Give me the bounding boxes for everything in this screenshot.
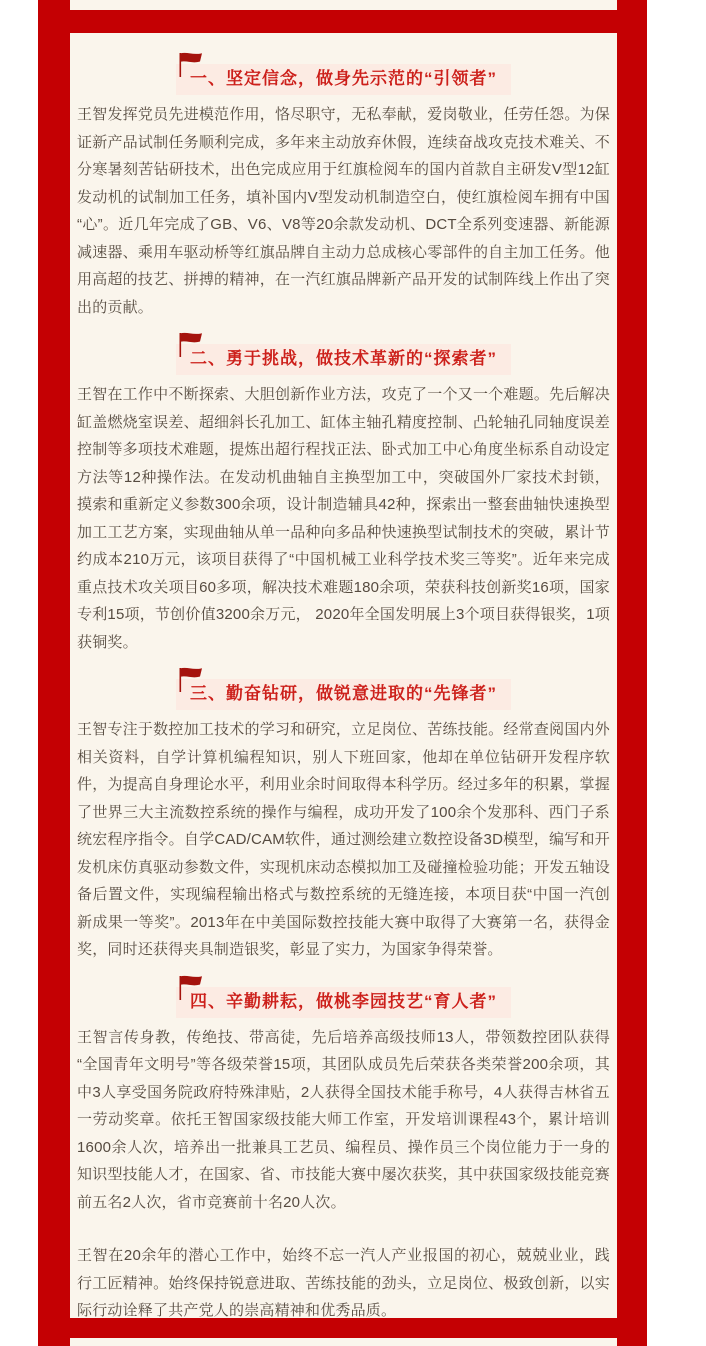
section-title-badge <box>176 344 511 375</box>
previous-card-partial <box>70 0 617 10</box>
article-card <box>70 33 617 1318</box>
closing-paragraph: 王智在20余年的潜心工作中，始终不忘一汽人产业报国的初心，兢兢业业，践行工匠精神。始终保持锐意进取、苦练技能的劲头，立足岗位、极致创新，以实际行动诠释了共产党人的崇高精神和优秀品质。 <box>77 1247 610 1318</box>
red-flag-icon <box>178 52 204 78</box>
section-title-badge <box>176 64 511 95</box>
red-flag-icon <box>178 975 204 1001</box>
section-title-badge <box>176 679 511 710</box>
section-title-badge <box>176 987 511 1018</box>
section-title-text: 一、坚定信念，做身先示范的“引领者” <box>190 69 497 88</box>
section-heading-3 <box>77 666 610 710</box>
next-card-partial <box>70 1338 617 1346</box>
section-paragraph: 王智发挥党员先进模范作用，恪尽职守，无私奉献，爱岗敬业，任劳任怨。为保证新产品试制任务顺利完成，多年来主动放弃休假，连续奋战攻克技术难关、不分寒暑刻苦钻研技术，出色完成应用于红旗检阅车的国内首款自主研发V型12缸发动机的试制加工任务，填补国内V型发动机制造空白，使红旗检阅车拥有中国“心”。近几年完成了GB、V6、V8等20余款发动机、DCT全系列变速器、新能源减速器、乘用车驱动桥等红旗品牌自主动力总成核心零部件的自主加工任务。他用高超的技艺、拼搏的精神，在一汽红旗品牌新产品开发的试制阵线上作出了突出的贡献。 <box>77 106 610 316</box>
section-title-text: 四、辛勤耕耘，做桃李园技艺“育人者” <box>190 991 497 1011</box>
red-flag-icon <box>178 667 204 693</box>
section-paragraph: 王智专注于数控加工技术的学习和研究，立足岗位、苦练技能。经常查阅国内外相关资料，自学计算机编程知识，别人下班回家，他却在单位钻研开发程序软件，为提高自身理论水平，利用业余时间取得本科学历。经过多年的积累，掌握了世界三大主流数控系统的操作与编程，成功开发了100余个发那科、西门子系统宏程序指令。自学CAD/CAM软件，通过测绘建立数控设备3D模型，编写和开发机床仿真驱动参数文件，实现机床动态模拟加工及碰撞检验功能；开发五轴设备后置文件，实现编程输出格式与数控系统的无缝连接，本项目获“中国一汽创新成果一等奖”。2013年在中美国际数控技能大赛中取得了大赛第一名，获得金奖，同时还获得夹具制造银奖，彰显了实力，为国家争得荣誉。 <box>77 721 610 958</box>
section-heading-4 <box>77 974 610 1018</box>
section-title-text: 三、勤奋钻研，做锐意进取的“先锋者” <box>190 684 497 703</box>
section-title-text: 二、勇于挑战，做技术革新的“探索者” <box>190 349 497 368</box>
section-heading-1 <box>77 51 610 95</box>
section-paragraph: 王智在工作中不断探索、大胆创新作业方法，攻克了一个又一个难题。先后解决缸盖燃烧室误差、超细斜长孔加工、缸体主轴孔精度控制、凸轮轴孔同轴度误差控制等多项技术难题，提炼出超行程找正法、卧式加工中心角度坐标系自动设定方法等12种操作法。在发动机曲轴自主换型加工中，突破国外厂家技术封锁，摸索和重新定义参数300余项，设计制造辅具42种，探索出一整套曲轴快速换型加工工艺方案，实现曲轴从单一品种向多品种快速换型试制技术的突破，累计节约成本210万元，该项目获得了“中国机械工业科学技术奖三等奖”。近年来完成重点技术攻关项目60多项，解决技术难题180余项，荣获科技创新奖16项，国家专利15项，节创价值3200余万元， 2020年全国发明展上3个项目获得银奖，1项获铜奖。 <box>77 386 610 651</box>
section-heading-2 <box>77 331 610 375</box>
section-paragraph: 王智言传身教，传绝技、带高徒，先后培养高级技师13人，带领数控团队获得“全国青年文明号”等各级荣誉15项，其团队成员先后荣获各类荣誉200余项，其中3人享受国务院政府特殊津贴，2人获得全国技术能手称号，4人获得吉林省五一劳动奖章。依托王智国家级技能大师工作室，开发培训课程43个，累计培训1600余人次，培养出一批兼具工艺员、编程员、操作员三个岗位能力于一身的知识型技能人才，在国家、省、市技能大赛中屡次获奖，其中获国家级技能竞赛前五名2人次，省市竞赛前十名20人次。 <box>77 1028 610 1211</box>
red-flag-icon <box>178 332 204 358</box>
